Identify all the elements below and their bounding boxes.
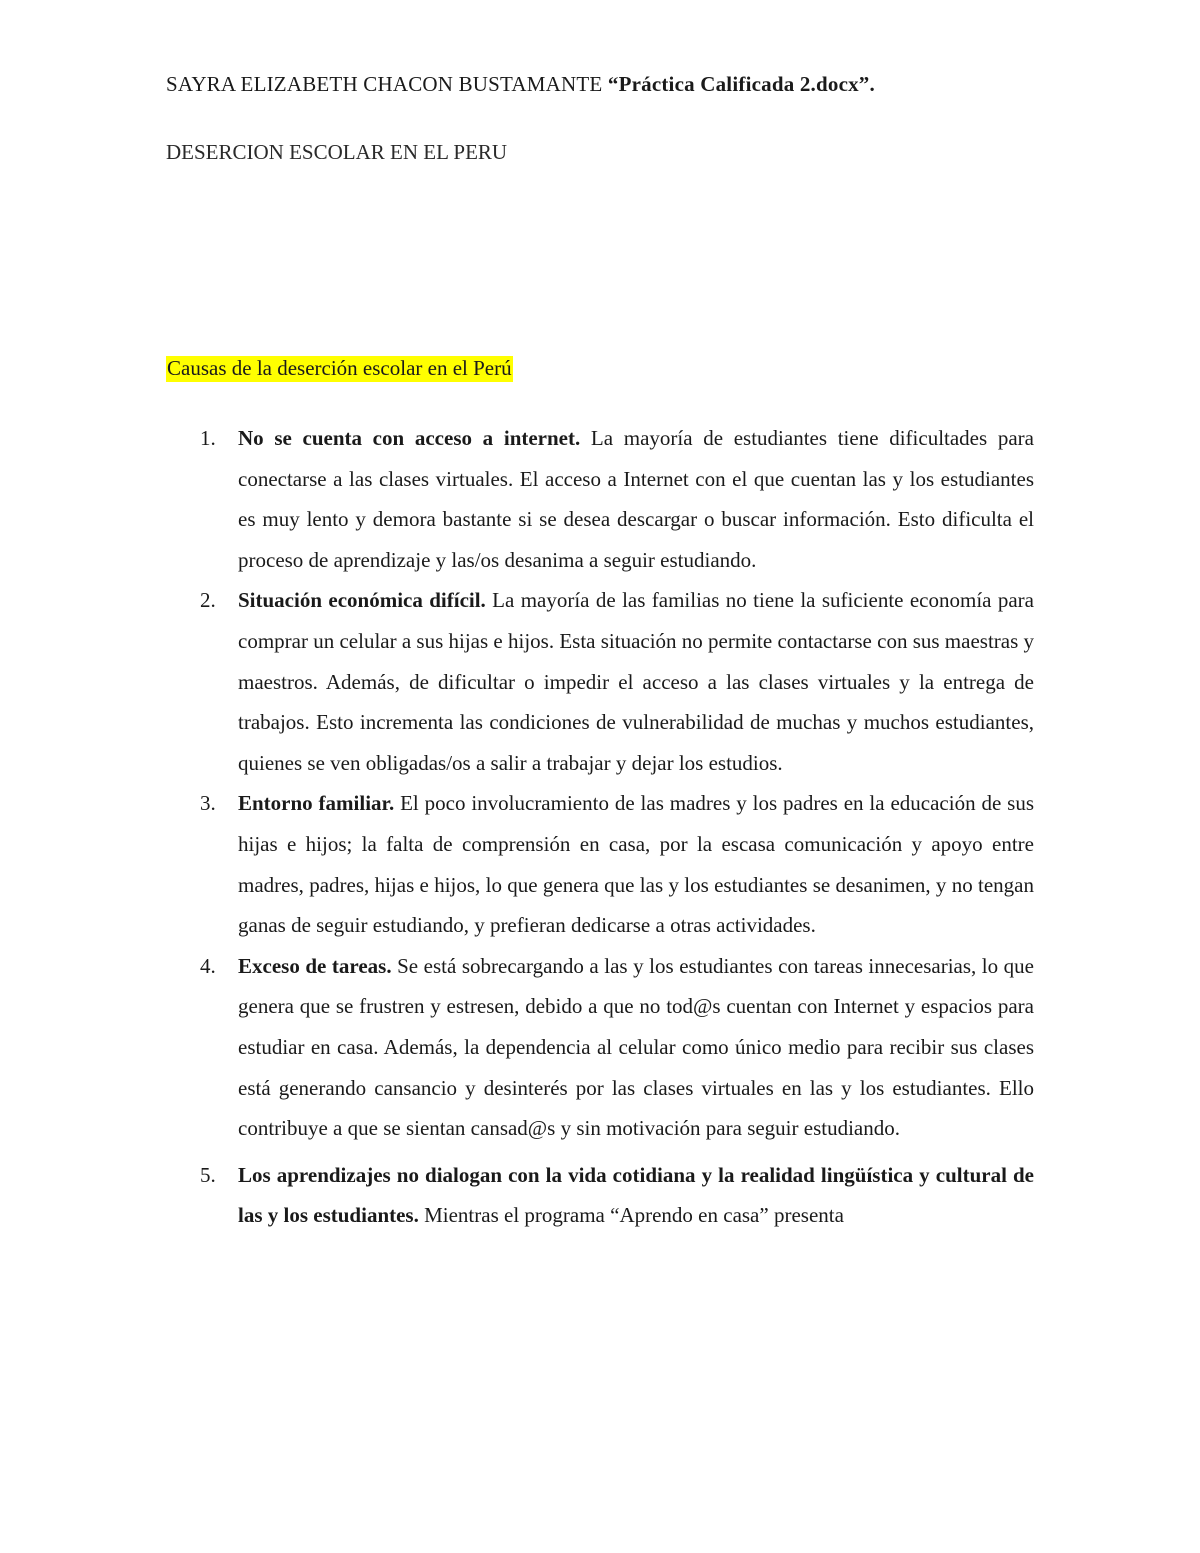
list-item-text: Se está sobrecargando a las y los estudiantes con tareas innecesarias, lo que genera que se frustren y estresen, debido a que no tod@s cuentan con Internet y espacios para estudiar en casa. Además, la dependencia al celular como único medio para recibir sus clases está generando cansancio y desinterés por las clases virtuales en las y los estudiantes. Ello contribuye a que se sientan cansad@s y sin motivación para seguir estudiando. (238, 953, 1035, 1141)
document-header (166, 72, 875, 97)
section-heading (166, 356, 513, 381)
list-item (166, 580, 1034, 783)
list-item-text: La mayoría de estudiantes tiene dificultades para conectarse a las clases virtuales. El acceso a Internet con el que cuentan las y los estudiantes es muy lento y demora bastante si se desea descargar o buscar información. Esto dificulta el proceso de aprendizaje y las/os desanima a seguir estudiando. (238, 426, 1034, 572)
list-item-number: 4. (200, 953, 216, 978)
list-item-title: Los aprendizajes no dialogan con la vida cotidiana y la realidad lingüística y cultural de las y los estudiantes. (238, 1162, 1034, 1228)
list-item-title: Exceso de tareas. (238, 953, 392, 978)
list-item (166, 1155, 1034, 1236)
list-item-number: 5. (200, 1162, 216, 1187)
list-item-title: Situación económica difícil. (238, 588, 486, 613)
list-item-number: 1. (200, 426, 216, 450)
list-item-number: 2. (200, 588, 216, 613)
list-item-text: Mientras el programa “Aprendo en casa” presenta (418, 1203, 844, 1228)
list-item-title: No se cuenta con acceso a internet. (238, 426, 581, 450)
list-item (166, 946, 1034, 1149)
list-item-text: La mayoría de las familias no tiene la suficiente economía para comprar un celular a sus hijas e hijos. Esta situación no permite contactarse con sus maestras y maestros. Además, de dificultar o impedir el acceso a las clases virtuales y la entrega de trabajos. Esto incrementa las condiciones de vulnerabilidad de muchas y muchos estudiantes, quienes se ven obligadas/os a salir a trabajar y dejar los estudios. (238, 588, 1035, 775)
list-item (166, 418, 1034, 580)
causes-list (166, 418, 1034, 1236)
list-item-title: Entorno familiar. (238, 791, 395, 816)
list-item (166, 783, 1034, 945)
file-name: “Práctica Calificada 2.docx”. (607, 72, 875, 96)
list-item-number: 3. (200, 791, 216, 816)
author-name: SAYRA ELIZABETH CHACON BUSTAMANTE (166, 72, 608, 96)
highlighted-heading-text: Causas de la deserción escolar en el Perú (167, 356, 512, 380)
list-item-text: El poco involucramiento de las madres y los padres en la educación de sus hijas e hijos; la falta de comprensión en casa, por la escasa comunicación y apoyo entre madres, padres, hijas e hijos, lo que genera que las y los estudiantes se desanimen, y no tengan ganas de seguir estudiando, y prefieran dedicarse a otras actividades. (238, 791, 1035, 938)
document-title: DESERCION ESCOLAR EN EL PERU (166, 140, 508, 164)
